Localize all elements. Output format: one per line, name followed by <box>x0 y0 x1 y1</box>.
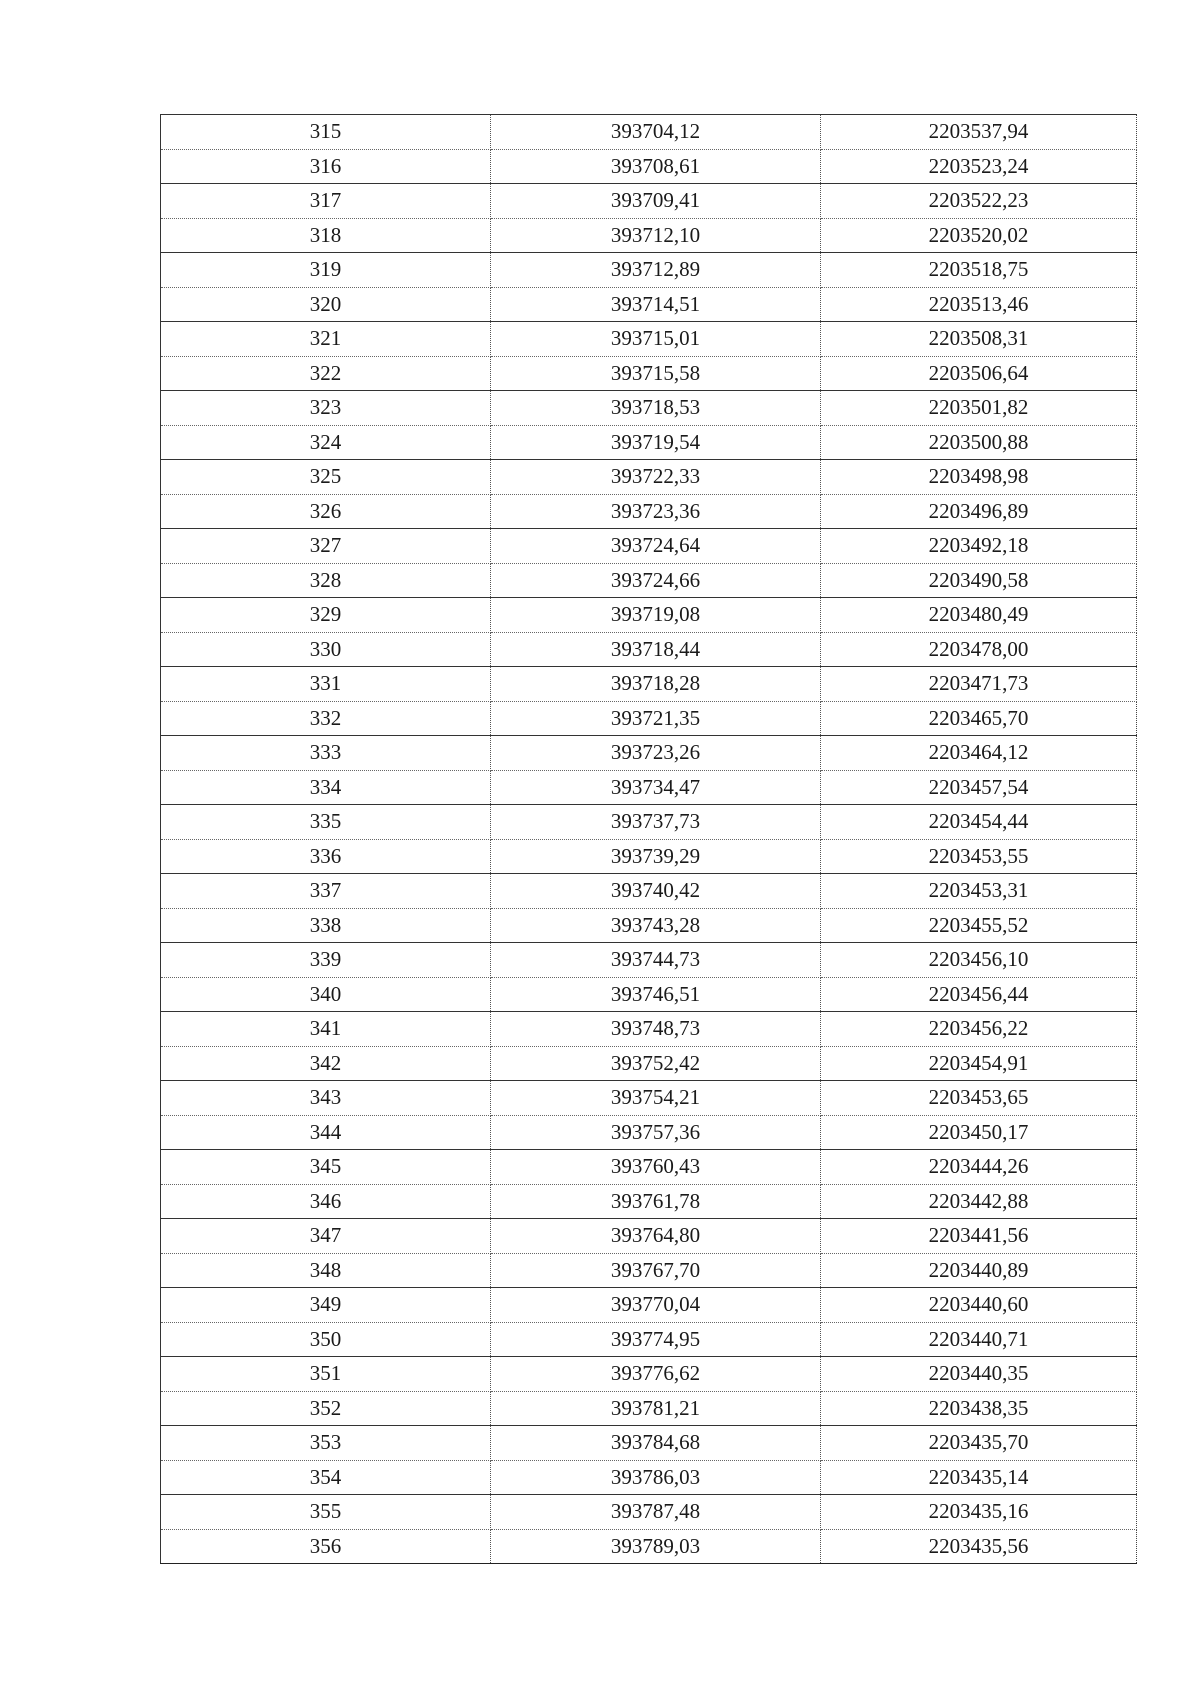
table-row <box>161 908 1137 943</box>
y-coordinate-cell: 2203441,56 <box>821 1219 1137 1254</box>
table-row <box>161 1150 1137 1185</box>
point-number-cell: 328 <box>161 563 491 598</box>
y-coordinate-cell: 2203454,44 <box>821 805 1137 840</box>
table-row <box>161 805 1137 840</box>
table-row <box>161 356 1137 391</box>
table-row <box>161 701 1137 736</box>
point-number-cell: 355 <box>161 1495 491 1530</box>
table-row <box>161 563 1137 598</box>
x-coordinate-cell: 393737,73 <box>491 805 821 840</box>
x-coordinate-cell: 393734,47 <box>491 770 821 805</box>
y-coordinate-cell: 2203490,58 <box>821 563 1137 598</box>
y-coordinate-cell: 2203444,26 <box>821 1150 1137 1185</box>
y-coordinate-cell: 2203520,02 <box>821 218 1137 253</box>
y-coordinate-cell: 2203465,70 <box>821 701 1137 736</box>
table-row <box>161 322 1137 357</box>
y-coordinate-cell: 2203440,35 <box>821 1357 1137 1392</box>
table-row <box>161 115 1137 150</box>
x-coordinate-cell: 393718,28 <box>491 667 821 702</box>
x-coordinate-cell: 393722,33 <box>491 460 821 495</box>
point-number-cell: 333 <box>161 736 491 771</box>
y-coordinate-cell: 2203453,55 <box>821 839 1137 874</box>
y-coordinate-cell: 2203518,75 <box>821 253 1137 288</box>
y-coordinate-cell: 2203522,23 <box>821 184 1137 219</box>
x-coordinate-cell: 393787,48 <box>491 1495 821 1530</box>
table-row <box>161 1322 1137 1357</box>
point-number-cell: 356 <box>161 1529 491 1564</box>
point-number-cell: 323 <box>161 391 491 426</box>
point-number-cell: 345 <box>161 1150 491 1185</box>
table-row <box>161 667 1137 702</box>
y-coordinate-cell: 2203440,60 <box>821 1288 1137 1323</box>
table-row <box>161 1495 1137 1530</box>
point-number-cell: 325 <box>161 460 491 495</box>
table-row <box>161 287 1137 322</box>
x-coordinate-cell: 393748,73 <box>491 1012 821 1047</box>
point-number-cell: 315 <box>161 115 491 150</box>
y-coordinate-cell: 2203478,00 <box>821 632 1137 667</box>
y-coordinate-cell: 2203456,10 <box>821 943 1137 978</box>
table-row <box>161 736 1137 771</box>
point-number-cell: 338 <box>161 908 491 943</box>
point-number-cell: 327 <box>161 529 491 564</box>
y-coordinate-cell: 2203523,24 <box>821 149 1137 184</box>
y-coordinate-cell: 2203498,98 <box>821 460 1137 495</box>
table-row <box>161 1046 1137 1081</box>
y-coordinate-cell: 2203440,71 <box>821 1322 1137 1357</box>
x-coordinate-cell: 393746,51 <box>491 977 821 1012</box>
x-coordinate-cell: 393743,28 <box>491 908 821 943</box>
point-number-cell: 330 <box>161 632 491 667</box>
x-coordinate-cell: 393781,21 <box>491 1391 821 1426</box>
y-coordinate-cell: 2203456,44 <box>821 977 1137 1012</box>
point-number-cell: 341 <box>161 1012 491 1047</box>
table-row <box>161 943 1137 978</box>
x-coordinate-cell: 393715,58 <box>491 356 821 391</box>
table-row <box>161 1460 1137 1495</box>
table-row <box>161 1184 1137 1219</box>
table-row <box>161 839 1137 874</box>
point-number-cell: 336 <box>161 839 491 874</box>
x-coordinate-cell: 393789,03 <box>491 1529 821 1564</box>
y-coordinate-cell: 2203496,89 <box>821 494 1137 529</box>
table-row <box>161 1288 1137 1323</box>
point-number-cell: 331 <box>161 667 491 702</box>
x-coordinate-cell: 393724,66 <box>491 563 821 598</box>
y-coordinate-cell: 2203442,88 <box>821 1184 1137 1219</box>
y-coordinate-cell: 2203454,91 <box>821 1046 1137 1081</box>
x-coordinate-cell: 393723,36 <box>491 494 821 529</box>
table-row <box>161 1253 1137 1288</box>
point-number-cell: 354 <box>161 1460 491 1495</box>
point-number-cell: 343 <box>161 1081 491 1116</box>
x-coordinate-cell: 393721,35 <box>491 701 821 736</box>
y-coordinate-cell: 2203464,12 <box>821 736 1137 771</box>
point-number-cell: 348 <box>161 1253 491 1288</box>
table-row <box>161 494 1137 529</box>
x-coordinate-cell: 393723,26 <box>491 736 821 771</box>
table-row <box>161 632 1137 667</box>
point-number-cell: 335 <box>161 805 491 840</box>
table-row <box>161 977 1137 1012</box>
x-coordinate-cell: 393770,04 <box>491 1288 821 1323</box>
y-coordinate-cell: 2203508,31 <box>821 322 1137 357</box>
table-row <box>161 598 1137 633</box>
y-coordinate-cell: 2203480,49 <box>821 598 1137 633</box>
point-number-cell: 322 <box>161 356 491 391</box>
coordinates-table <box>160 114 1137 1564</box>
point-number-cell: 320 <box>161 287 491 322</box>
x-coordinate-cell: 393752,42 <box>491 1046 821 1081</box>
x-coordinate-cell: 393739,29 <box>491 839 821 874</box>
table-row <box>161 1529 1137 1564</box>
table-row <box>161 460 1137 495</box>
x-coordinate-cell: 393767,70 <box>491 1253 821 1288</box>
x-coordinate-cell: 393786,03 <box>491 1460 821 1495</box>
table-row <box>161 149 1137 184</box>
table-row <box>161 391 1137 426</box>
x-coordinate-cell: 393776,62 <box>491 1357 821 1392</box>
point-number-cell: 340 <box>161 977 491 1012</box>
x-coordinate-cell: 393704,12 <box>491 115 821 150</box>
point-number-cell: 318 <box>161 218 491 253</box>
y-coordinate-cell: 2203501,82 <box>821 391 1137 426</box>
x-coordinate-cell: 393708,61 <box>491 149 821 184</box>
coordinates-table-body <box>161 115 1137 1564</box>
table-row <box>161 184 1137 219</box>
x-coordinate-cell: 393740,42 <box>491 874 821 909</box>
x-coordinate-cell: 393761,78 <box>491 1184 821 1219</box>
y-coordinate-cell: 2203453,65 <box>821 1081 1137 1116</box>
point-number-cell: 326 <box>161 494 491 529</box>
y-coordinate-cell: 2203435,56 <box>821 1529 1137 1564</box>
x-coordinate-cell: 393719,54 <box>491 425 821 460</box>
table-row <box>161 1115 1137 1150</box>
point-number-cell: 316 <box>161 149 491 184</box>
x-coordinate-cell: 393714,51 <box>491 287 821 322</box>
point-number-cell: 352 <box>161 1391 491 1426</box>
table-row <box>161 425 1137 460</box>
point-number-cell: 332 <box>161 701 491 736</box>
x-coordinate-cell: 393764,80 <box>491 1219 821 1254</box>
x-coordinate-cell: 393719,08 <box>491 598 821 633</box>
point-number-cell: 334 <box>161 770 491 805</box>
y-coordinate-cell: 2203453,31 <box>821 874 1137 909</box>
table-row <box>161 253 1137 288</box>
point-number-cell: 337 <box>161 874 491 909</box>
x-coordinate-cell: 393754,21 <box>491 1081 821 1116</box>
y-coordinate-cell: 2203471,73 <box>821 667 1137 702</box>
x-coordinate-cell: 393718,44 <box>491 632 821 667</box>
x-coordinate-cell: 393712,10 <box>491 218 821 253</box>
y-coordinate-cell: 2203506,64 <box>821 356 1137 391</box>
point-number-cell: 350 <box>161 1322 491 1357</box>
point-number-cell: 347 <box>161 1219 491 1254</box>
point-number-cell: 346 <box>161 1184 491 1219</box>
point-number-cell: 317 <box>161 184 491 219</box>
x-coordinate-cell: 393760,43 <box>491 1150 821 1185</box>
point-number-cell: 342 <box>161 1046 491 1081</box>
x-coordinate-cell: 393724,64 <box>491 529 821 564</box>
point-number-cell: 329 <box>161 598 491 633</box>
point-number-cell: 344 <box>161 1115 491 1150</box>
table-row <box>161 1012 1137 1047</box>
x-coordinate-cell: 393712,89 <box>491 253 821 288</box>
point-number-cell: 349 <box>161 1288 491 1323</box>
table-row <box>161 770 1137 805</box>
y-coordinate-cell: 2203537,94 <box>821 115 1137 150</box>
table-row <box>161 1391 1137 1426</box>
x-coordinate-cell: 393715,01 <box>491 322 821 357</box>
point-number-cell: 339 <box>161 943 491 978</box>
table-row <box>161 1357 1137 1392</box>
y-coordinate-cell: 2203435,14 <box>821 1460 1137 1495</box>
point-number-cell: 351 <box>161 1357 491 1392</box>
table-row <box>161 529 1137 564</box>
table-row <box>161 874 1137 909</box>
x-coordinate-cell: 393718,53 <box>491 391 821 426</box>
x-coordinate-cell: 393774,95 <box>491 1322 821 1357</box>
point-number-cell: 321 <box>161 322 491 357</box>
y-coordinate-cell: 2203457,54 <box>821 770 1137 805</box>
y-coordinate-cell: 2203435,70 <box>821 1426 1137 1461</box>
y-coordinate-cell: 2203456,22 <box>821 1012 1137 1047</box>
y-coordinate-cell: 2203455,52 <box>821 908 1137 943</box>
y-coordinate-cell: 2203513,46 <box>821 287 1137 322</box>
y-coordinate-cell: 2203492,18 <box>821 529 1137 564</box>
y-coordinate-cell: 2203440,89 <box>821 1253 1137 1288</box>
y-coordinate-cell: 2203450,17 <box>821 1115 1137 1150</box>
x-coordinate-cell: 393709,41 <box>491 184 821 219</box>
x-coordinate-cell: 393757,36 <box>491 1115 821 1150</box>
point-number-cell: 319 <box>161 253 491 288</box>
y-coordinate-cell: 2203435,16 <box>821 1495 1137 1530</box>
table-row <box>161 1426 1137 1461</box>
table-row <box>161 1219 1137 1254</box>
x-coordinate-cell: 393744,73 <box>491 943 821 978</box>
x-coordinate-cell: 393784,68 <box>491 1426 821 1461</box>
point-number-cell: 324 <box>161 425 491 460</box>
y-coordinate-cell: 2203500,88 <box>821 425 1137 460</box>
table-row <box>161 1081 1137 1116</box>
table-row <box>161 218 1137 253</box>
point-number-cell: 353 <box>161 1426 491 1461</box>
y-coordinate-cell: 2203438,35 <box>821 1391 1137 1426</box>
